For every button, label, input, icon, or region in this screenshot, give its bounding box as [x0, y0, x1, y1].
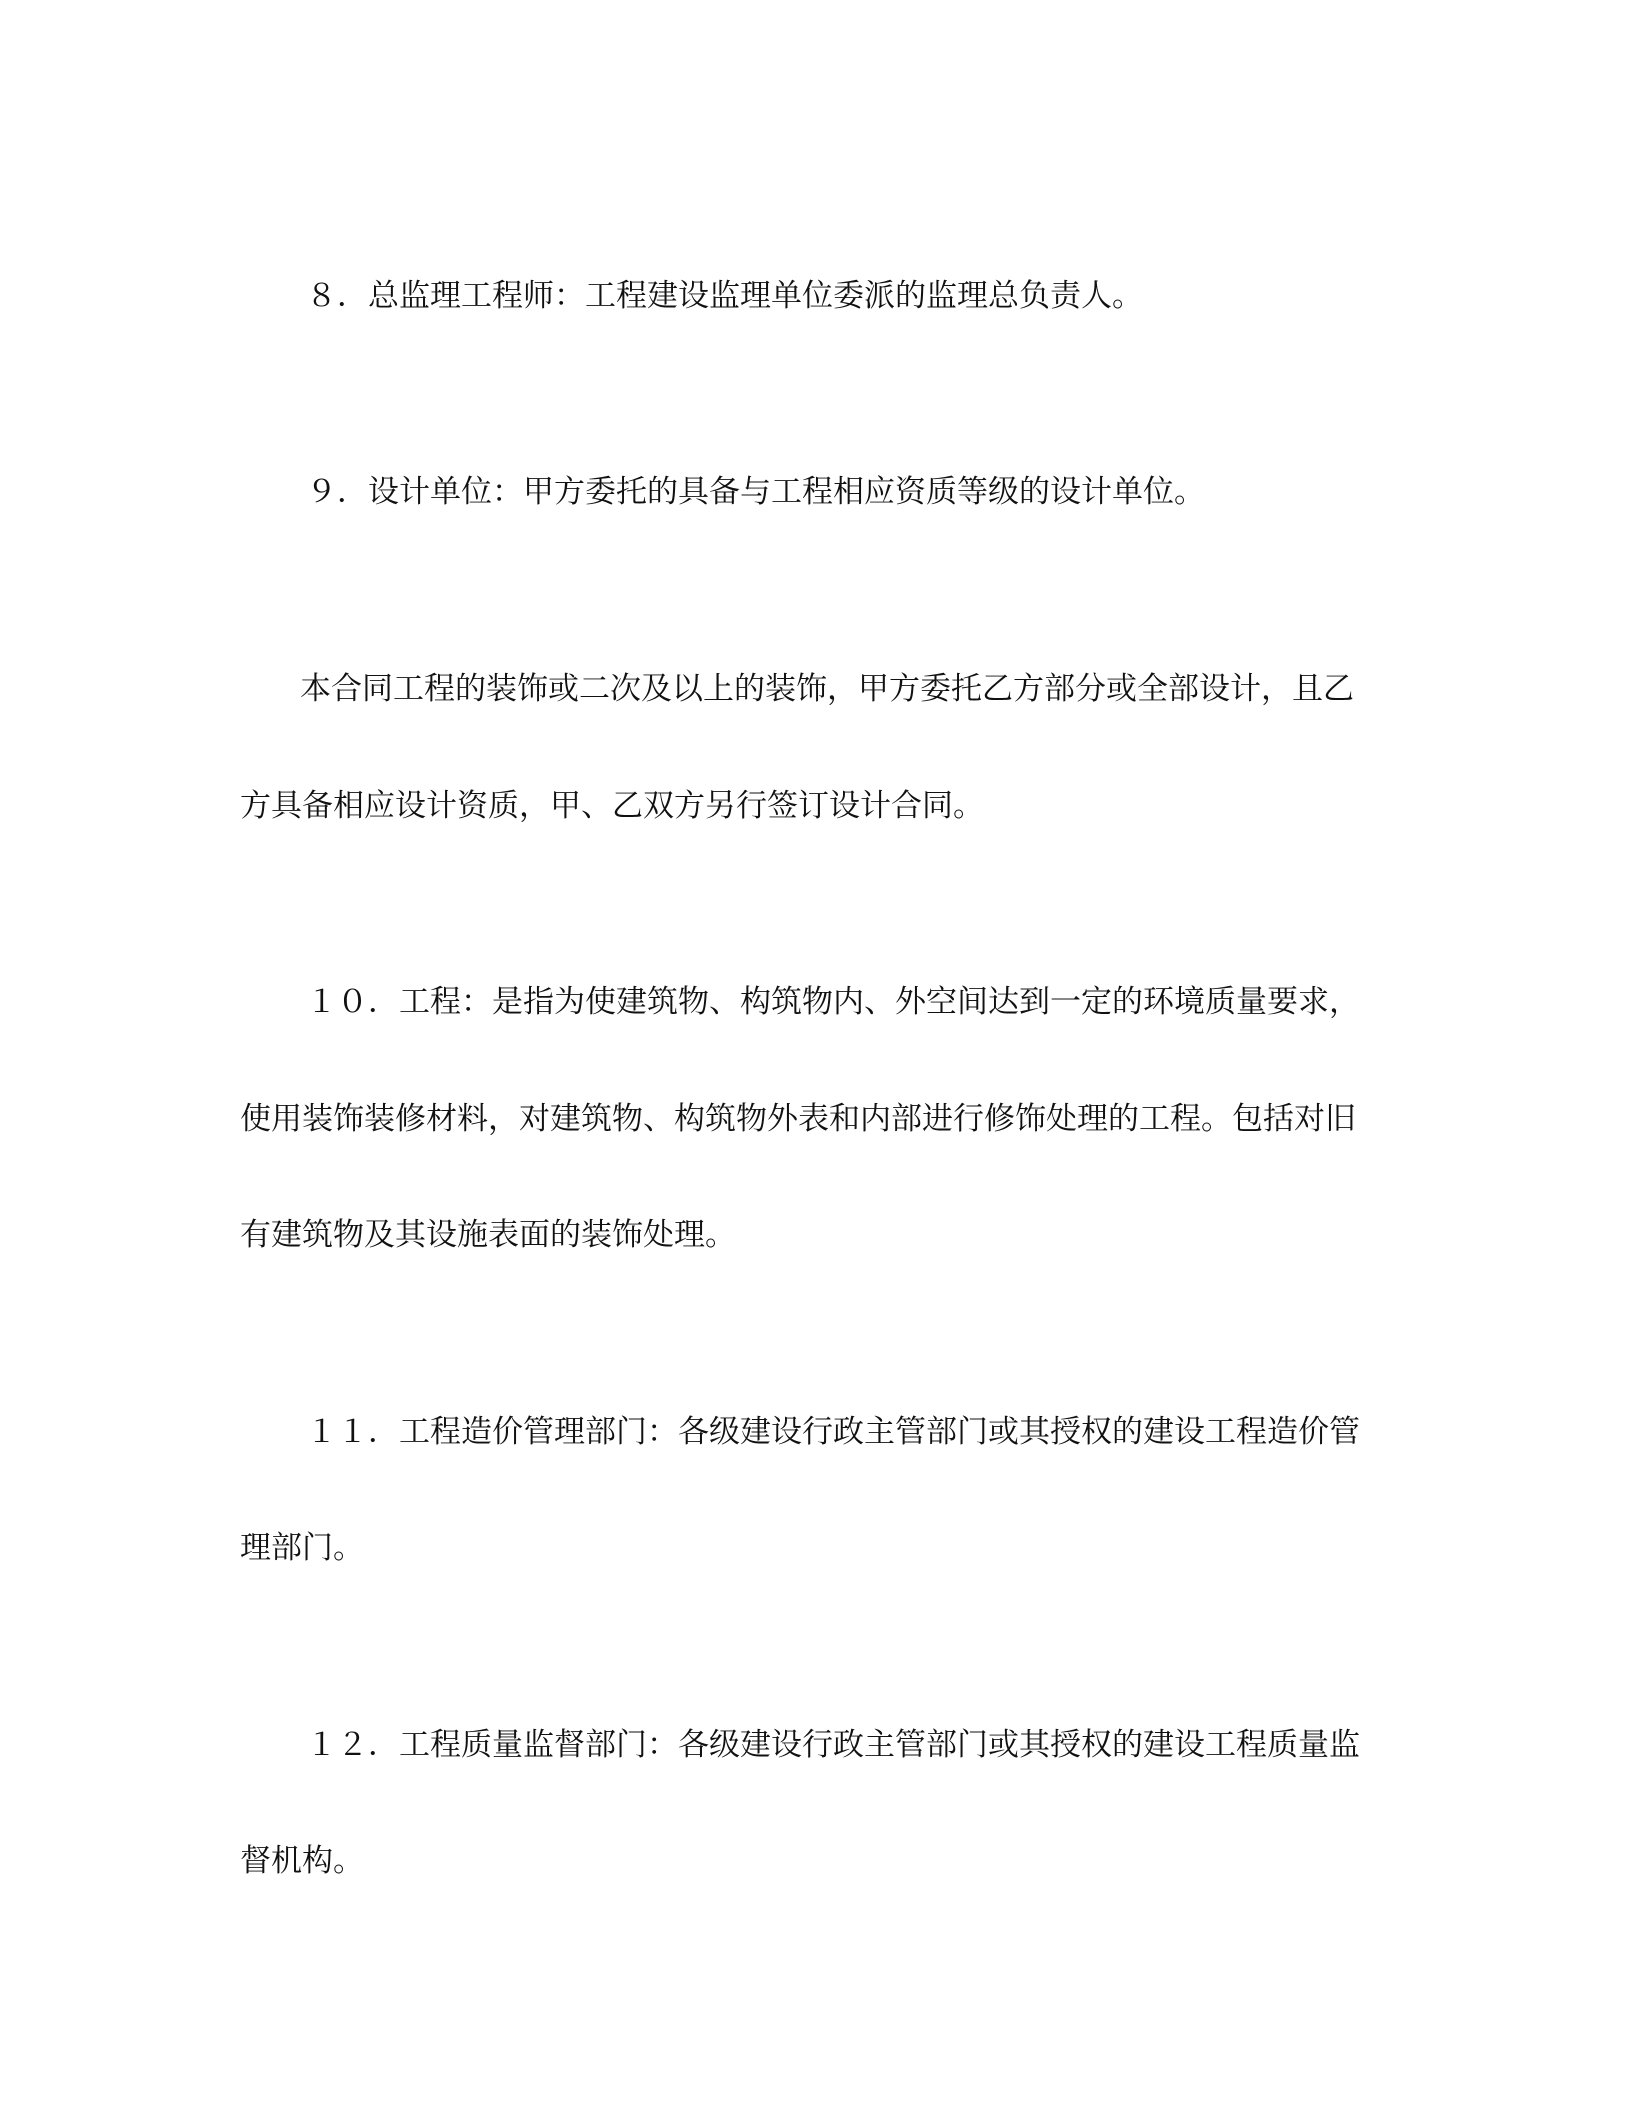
- design-paragraph-line-2: 方具备相应设计资质，甲、乙双方另行签订设计合同。: [240, 788, 984, 824]
- clause-10-line-1: １０．工程：是指为使建筑物、构筑物内、外空间达到一定的环境质量要求，: [306, 984, 1360, 1020]
- clause-8-line-1: ８．总监理工程师：工程建设监理单位委派的监理总负责人。: [306, 278, 1143, 314]
- clause-9-line-1: ９．设计单位：甲方委托的具备与工程相应资质等级的设计单位。: [306, 474, 1205, 510]
- clause-10-line-2: 使用装饰装修材料，对建筑物、构筑物外表和内部进行修饰处理的工程。包括对旧: [240, 1101, 1356, 1137]
- clause-11-line-2: 理部门。: [240, 1530, 364, 1566]
- clause-12-line-1: １２．工程质量监督部门：各级建设行政主管部门或其授权的建设工程质量监: [306, 1727, 1360, 1763]
- clause-10-line-3: 有建筑物及其设施表面的装饰处理。: [240, 1217, 736, 1253]
- clause-11-line-1: １１．工程造价管理部门：各级建设行政主管部门或其授权的建设工程造价管: [306, 1414, 1360, 1450]
- design-paragraph-line-1: 本合同工程的装饰或二次及以上的装饰，甲方委托乙方部分或全部设计，且乙: [300, 671, 1354, 707]
- clause-12-line-2: 督机构。: [240, 1843, 364, 1879]
